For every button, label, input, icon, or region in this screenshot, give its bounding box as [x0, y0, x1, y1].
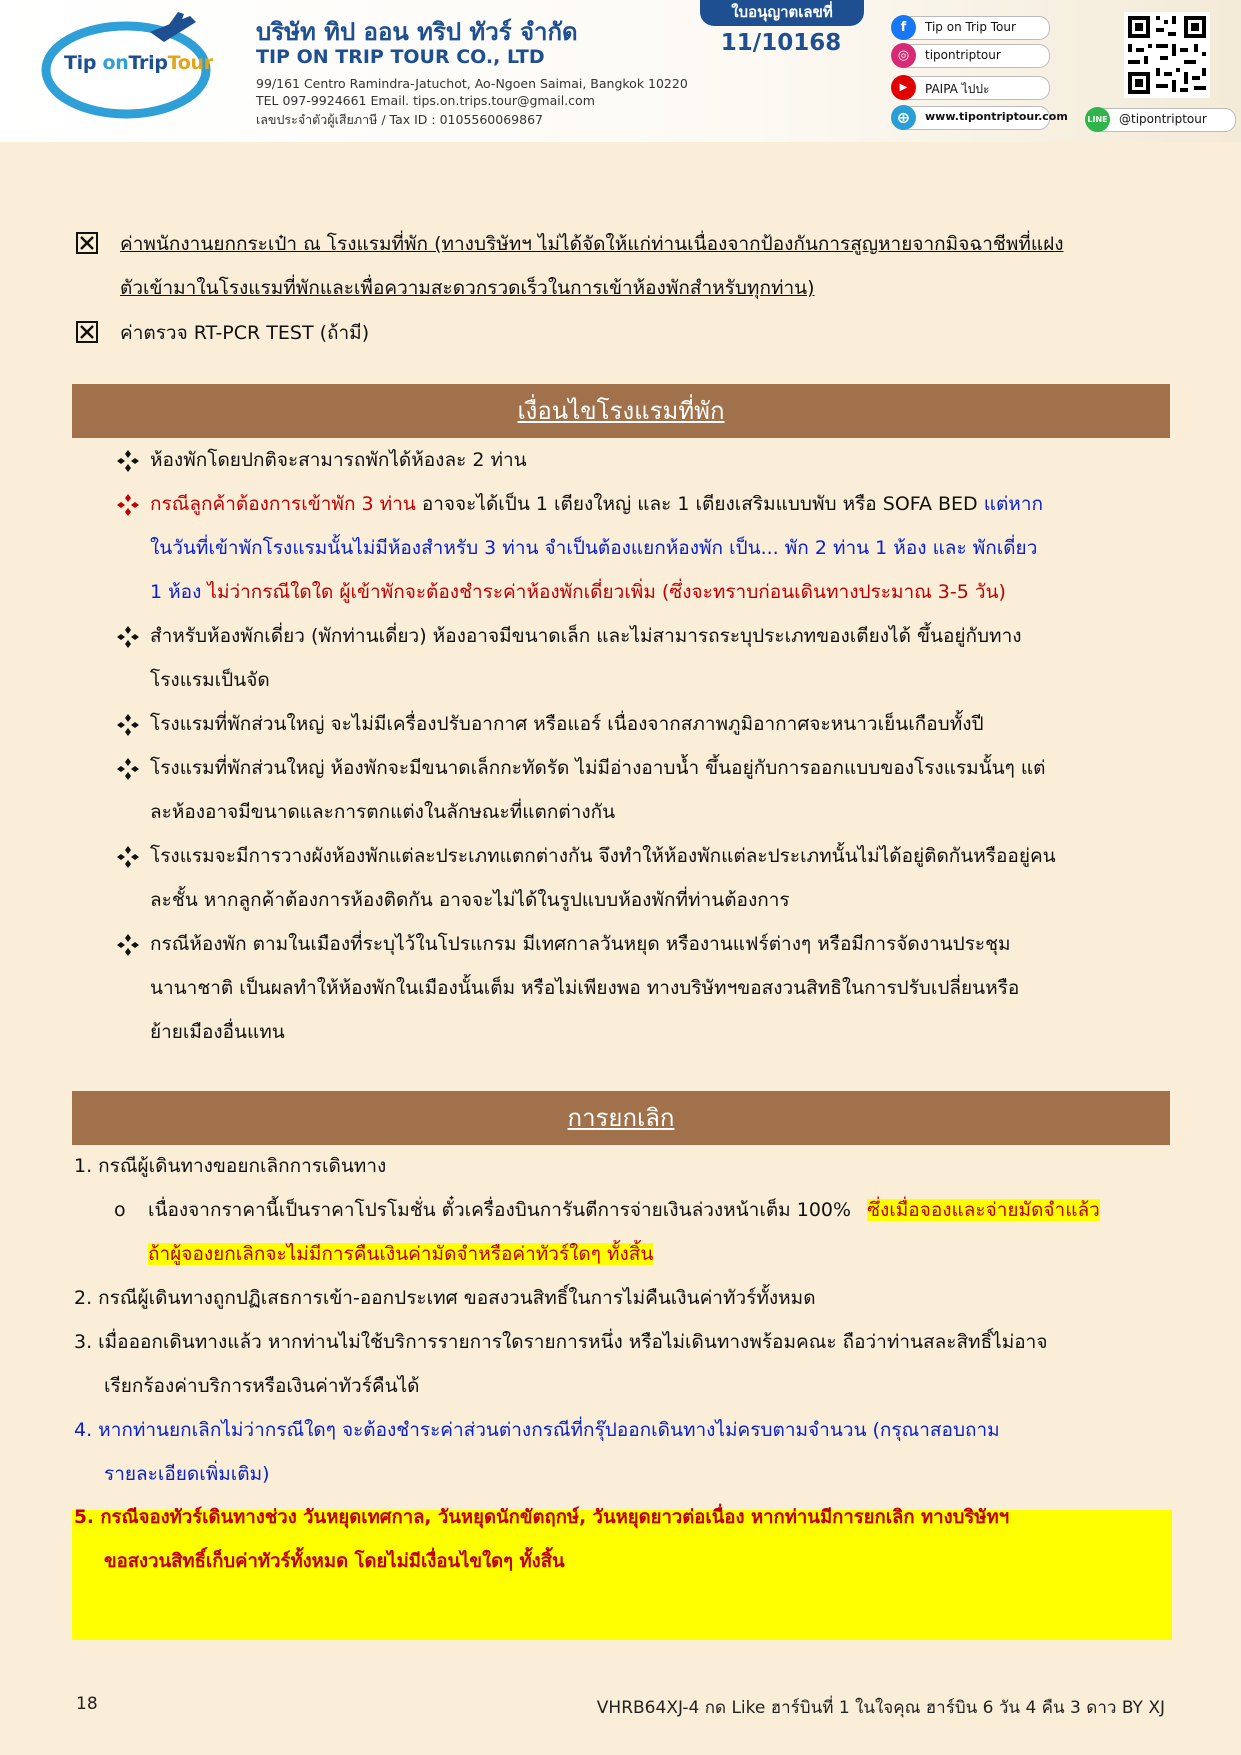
bullet-text: นานาชาติ เป็นผลทำให้ห้องพักในเมืองนั้นเต็ม หรือไม่เพียงพอ ทางบริษัทฯขอสงวนสิทธิในการปรับเปลี่ยนหรือ	[150, 977, 1020, 999]
diamond-bullet-icon	[116, 449, 140, 473]
bullet-text: ย้ายเมืองอื่นแทน	[150, 1021, 285, 1043]
page-header	[0, 0, 1241, 142]
bullet-text: สำหรับห้องพักเดี่ยว (พักท่านเดี่ยว) ห้องอาจมีขนาดเล็ก และไม่สามารถระบุประเภทของเตียงได้ ขึ้นอยู่กับทาง	[150, 625, 1022, 647]
bullet-text-red: ไม่ว่ากรณีใดใด ผู้เข้าพักจะต้องชำระค่าห้องพักเดี่ยวเพิ่ม (ซึ่งจะทราบก่อนเดินทางประมาณ 3-5 วัน)	[201, 581, 1006, 603]
cancel-item-3: 3. เมื่อออกเดินทางแล้ว หากท่านไม่ใช้บริการรายการใดรายการหนึ่ง หรือไม่เดินทางพร้อมคณะ ถือว่าท่านสละสิทธิ์ไม่อาจ	[74, 1331, 1048, 1353]
cancel-item-1-sub	[74, 1188, 1174, 1232]
list-item	[116, 482, 1170, 614]
list-item	[116, 702, 1170, 746]
bullet-text: โรงแรมเป็นจัด	[150, 669, 270, 691]
diamond-bullet-icon	[116, 845, 140, 869]
logo-word-tip: Tip	[64, 52, 103, 74]
page-number: 18	[76, 1694, 98, 1714]
instagram-icon: ◎	[891, 43, 916, 68]
excluded-item-text: ค่าตรวจ RT-PCR TEST (ถ้ามี)	[120, 322, 370, 344]
company-logo	[40, 8, 230, 128]
diamond-bullet-icon	[116, 625, 140, 649]
tour-code: VHRB64XJ-4 กด Like ฮาร์บินที่ 1 ในใจคุณ ฮาร์บิน 6 วัน 4 คืน 3 ดาว BY XJ	[596, 1698, 1165, 1718]
company-name-english: TIP ON TRIP TOUR CO., LTD	[256, 46, 545, 68]
hotel-conditions-heading: เงื่อนไขโรงแรมที่พัก	[72, 384, 1170, 438]
cancel-item-4: 4. หากท่านยกเลิกไม่ว่ากรณีใดๆ จะต้องชำระค่าส่วนต่างกรณีที่กรุ๊ปออกเดินทางไม่ครบตามจำนวน (กรุณาสอบถาม	[74, 1419, 1000, 1441]
youtube-label: PAIPA ไปปะ	[925, 82, 990, 96]
bullet-text-blue: ในวันที่เข้าพักโรงแรมนั้นไม่มีห้องสำหรับ 3 ท่าน จำเป็นต้องแยกห้องพัก เป็น... พัก 2 ท่าน 1 ห้อง และ พักเดี่ยว	[150, 537, 1038, 559]
instagram-link[interactable]	[892, 44, 1050, 68]
website-link[interactable]	[892, 106, 1068, 130]
cancel-sub-highlight: ซึ่งเมื่อจองและจ่ายมัดจำแล้ว	[867, 1199, 1100, 1221]
instagram-label: tipontriptour	[925, 48, 1001, 62]
diamond-bullet-icon	[116, 933, 140, 957]
circle-bullet-icon: o	[114, 1199, 126, 1221]
cancel-item-2: 2. กรณีผู้เดินทางถูกปฏิเสธการเข้า-ออกประเทศ ขอสงวนสิทธิ์ในการไม่คืนเงินค่าทัวร์ทั้งหมด	[74, 1287, 816, 1309]
bullet-text: โรงแรมที่พักส่วนใหญ่ จะไม่มีเครื่องปรับอากาศ หรือแอร์ เนื่องจากสภาพภูมิอากาศจะหนาวเย็นเกือบทั้งปี	[150, 713, 984, 735]
logo-word-on: on	[102, 52, 129, 74]
bullet-text: ละห้องอาจมีขนาดและการตกแต่งในลักษณะที่แตกต่างกัน	[150, 801, 616, 823]
facebook-icon: f	[891, 15, 916, 40]
bullet-text-blue: แต่หาก	[983, 493, 1044, 515]
line-label: @tipontriptour	[1119, 112, 1207, 126]
cancellation-heading: การยกเลิก	[72, 1091, 1170, 1145]
company-tax-id: เลขประจำตัวผู้เสียภาษี / Tax ID : 0105560069867	[256, 112, 543, 127]
cancel-item-1: 1. กรณีผู้เดินทางขอยกเลิกการเดินทาง	[74, 1155, 387, 1177]
facebook-link[interactable]	[892, 16, 1050, 40]
list-item	[116, 614, 1170, 702]
youtube-link[interactable]	[892, 76, 1050, 100]
facebook-label: Tip on Trip Tour	[925, 20, 1016, 34]
qr-code	[1124, 12, 1210, 98]
license-number: 11/10168	[720, 30, 842, 56]
globe-icon: ⊕	[891, 105, 916, 130]
cancel-sub-text: เนื่องจากราคานี้เป็นราคาโปรโมชั่น ตั๋วเครื่องบินการันตีการจ่ายเงินล่วงหน้าเต็ม 100%	[148, 1199, 852, 1221]
cancel-item-5: 5. กรณีจองทัวร์เดินทางช่วง วันหยุดเทศกาล, วันหยุดนักขัตฤกษ์, วันหยุดยาวต่อเนื่อง หากท่านมีการยกเลิก ทางบริษัทฯ	[74, 1507, 1010, 1528]
list-item	[116, 438, 1170, 482]
excluded-item-text-line1: ค่าพนักงานยกกระเป๋า ณ โรงแรมที่พัก (ทางบริษัทฯ ไม่ได้จัดให้แก่ท่านเนื่องจากป้องกันการสูญหายจากมิจฉาชีพที่แฝง	[120, 233, 1064, 255]
youtube-icon: ▶	[891, 75, 916, 100]
cancel-item-1-sub-cont	[74, 1232, 1174, 1276]
company-contact: TEL 097-9924661 Email. tips.on.trips.tour@gmail.com	[256, 93, 595, 108]
checkbox-x-icon	[76, 232, 98, 254]
bullet-text-blue: 1 ห้อง	[150, 581, 202, 603]
bullet-text: โรงแรมที่พักส่วนใหญ่ ห้องพักจะมีขนาดเล็กกะทัดรัด ไม่มีอ่างอาบน้ำ ขึ้นอยู่กับการออกแบบของโรงแรมนั้นๆ แต่	[150, 757, 1046, 779]
excluded-item-text-line2: ตัวเข้ามาในโรงแรมที่พักและเพื่อความสะดวกรวดเร็วในการเข้าห้องพักสำหรับทุกท่าน)	[120, 277, 815, 299]
hotel-conditions-list	[116, 438, 1170, 1054]
line-icon: LINE	[1085, 107, 1110, 132]
list-item	[116, 834, 1170, 922]
logo-word-tour: Tour	[167, 52, 213, 74]
cancel-item-5-cont: ขอสงวนสิทธิ์เก็บค่าทัวร์ทั้งหมด โดยไม่มีเงื่อนไขใดๆ ทั้งสิ้น	[104, 1551, 565, 1572]
diamond-bullet-icon	[116, 493, 140, 517]
logo-word-trip: Trip	[128, 52, 168, 74]
diamond-bullet-icon	[116, 713, 140, 737]
diamond-bullet-icon	[116, 757, 140, 781]
cancel-item-4-cont: รายละเอียดเพิ่มเติม)	[104, 1463, 270, 1485]
list-item	[116, 922, 1170, 1054]
line-link[interactable]	[1086, 108, 1236, 132]
checkbox-x-icon	[76, 321, 98, 343]
cancel-item-3-cont: เรียกร้องค่าบริการหรือเงินค่าทัวร์คืนได้	[104, 1375, 420, 1397]
bullet-text-red: กรณีลูกค้าต้องการเข้าพัก 3 ท่าน	[150, 493, 416, 515]
license-label: ใบอนุญาตเลขที่	[700, 0, 864, 26]
bullet-text: โรงแรมจะมีการวางผังห้องพักแต่ละประเภทแตกต่างกัน จึงทำให้ห้องพักแต่ละประเภทนั้นไม่ได้อยู่ติดกันหรืออยู่คน	[150, 845, 1056, 867]
company-name-thai: บริษัท ทิป ออน ทริป ทัวร์ จำกัด	[256, 18, 578, 46]
bullet-text: ละชั้น หากลูกค้าต้องการห้องติดกัน อาจจะไม่ได้ในรูปแบบห้องพักที่ท่านต้องการ	[150, 889, 790, 911]
website-label: www.tipontriptour.com	[925, 110, 1068, 123]
bullet-text: อาจจะได้เป็น 1 เตียงใหญ่ และ 1 เตียงเสริมแบบพับ หรือ SOFA BED	[415, 493, 984, 515]
cancellation-list	[74, 1144, 1174, 1584]
bullet-text: กรณีห้องพัก ตามในเมืองที่ระบุไว้ในโปรแกรม มีเทศกาลวันหยุด หรืองานแฟร์ต่างๆ หรือมีการจัดงานประชุม	[150, 933, 1011, 955]
cancel-sub-highlight: ถ้าผู้จองยกเลิกจะไม่มีการคืนเงินค่ามัดจำหรือค่าทัวร์ใดๆ ทั้งสิ้น	[148, 1243, 654, 1265]
company-address: 99/161 Centro Ramindra-Jatuchot, Ao-Ngoen Saimai, Bangkok 10220	[256, 76, 688, 91]
list-item	[116, 746, 1170, 834]
bullet-text: ห้องพักโดยปกติจะสามารถพักได้ห้องละ 2 ท่าน	[150, 449, 527, 471]
